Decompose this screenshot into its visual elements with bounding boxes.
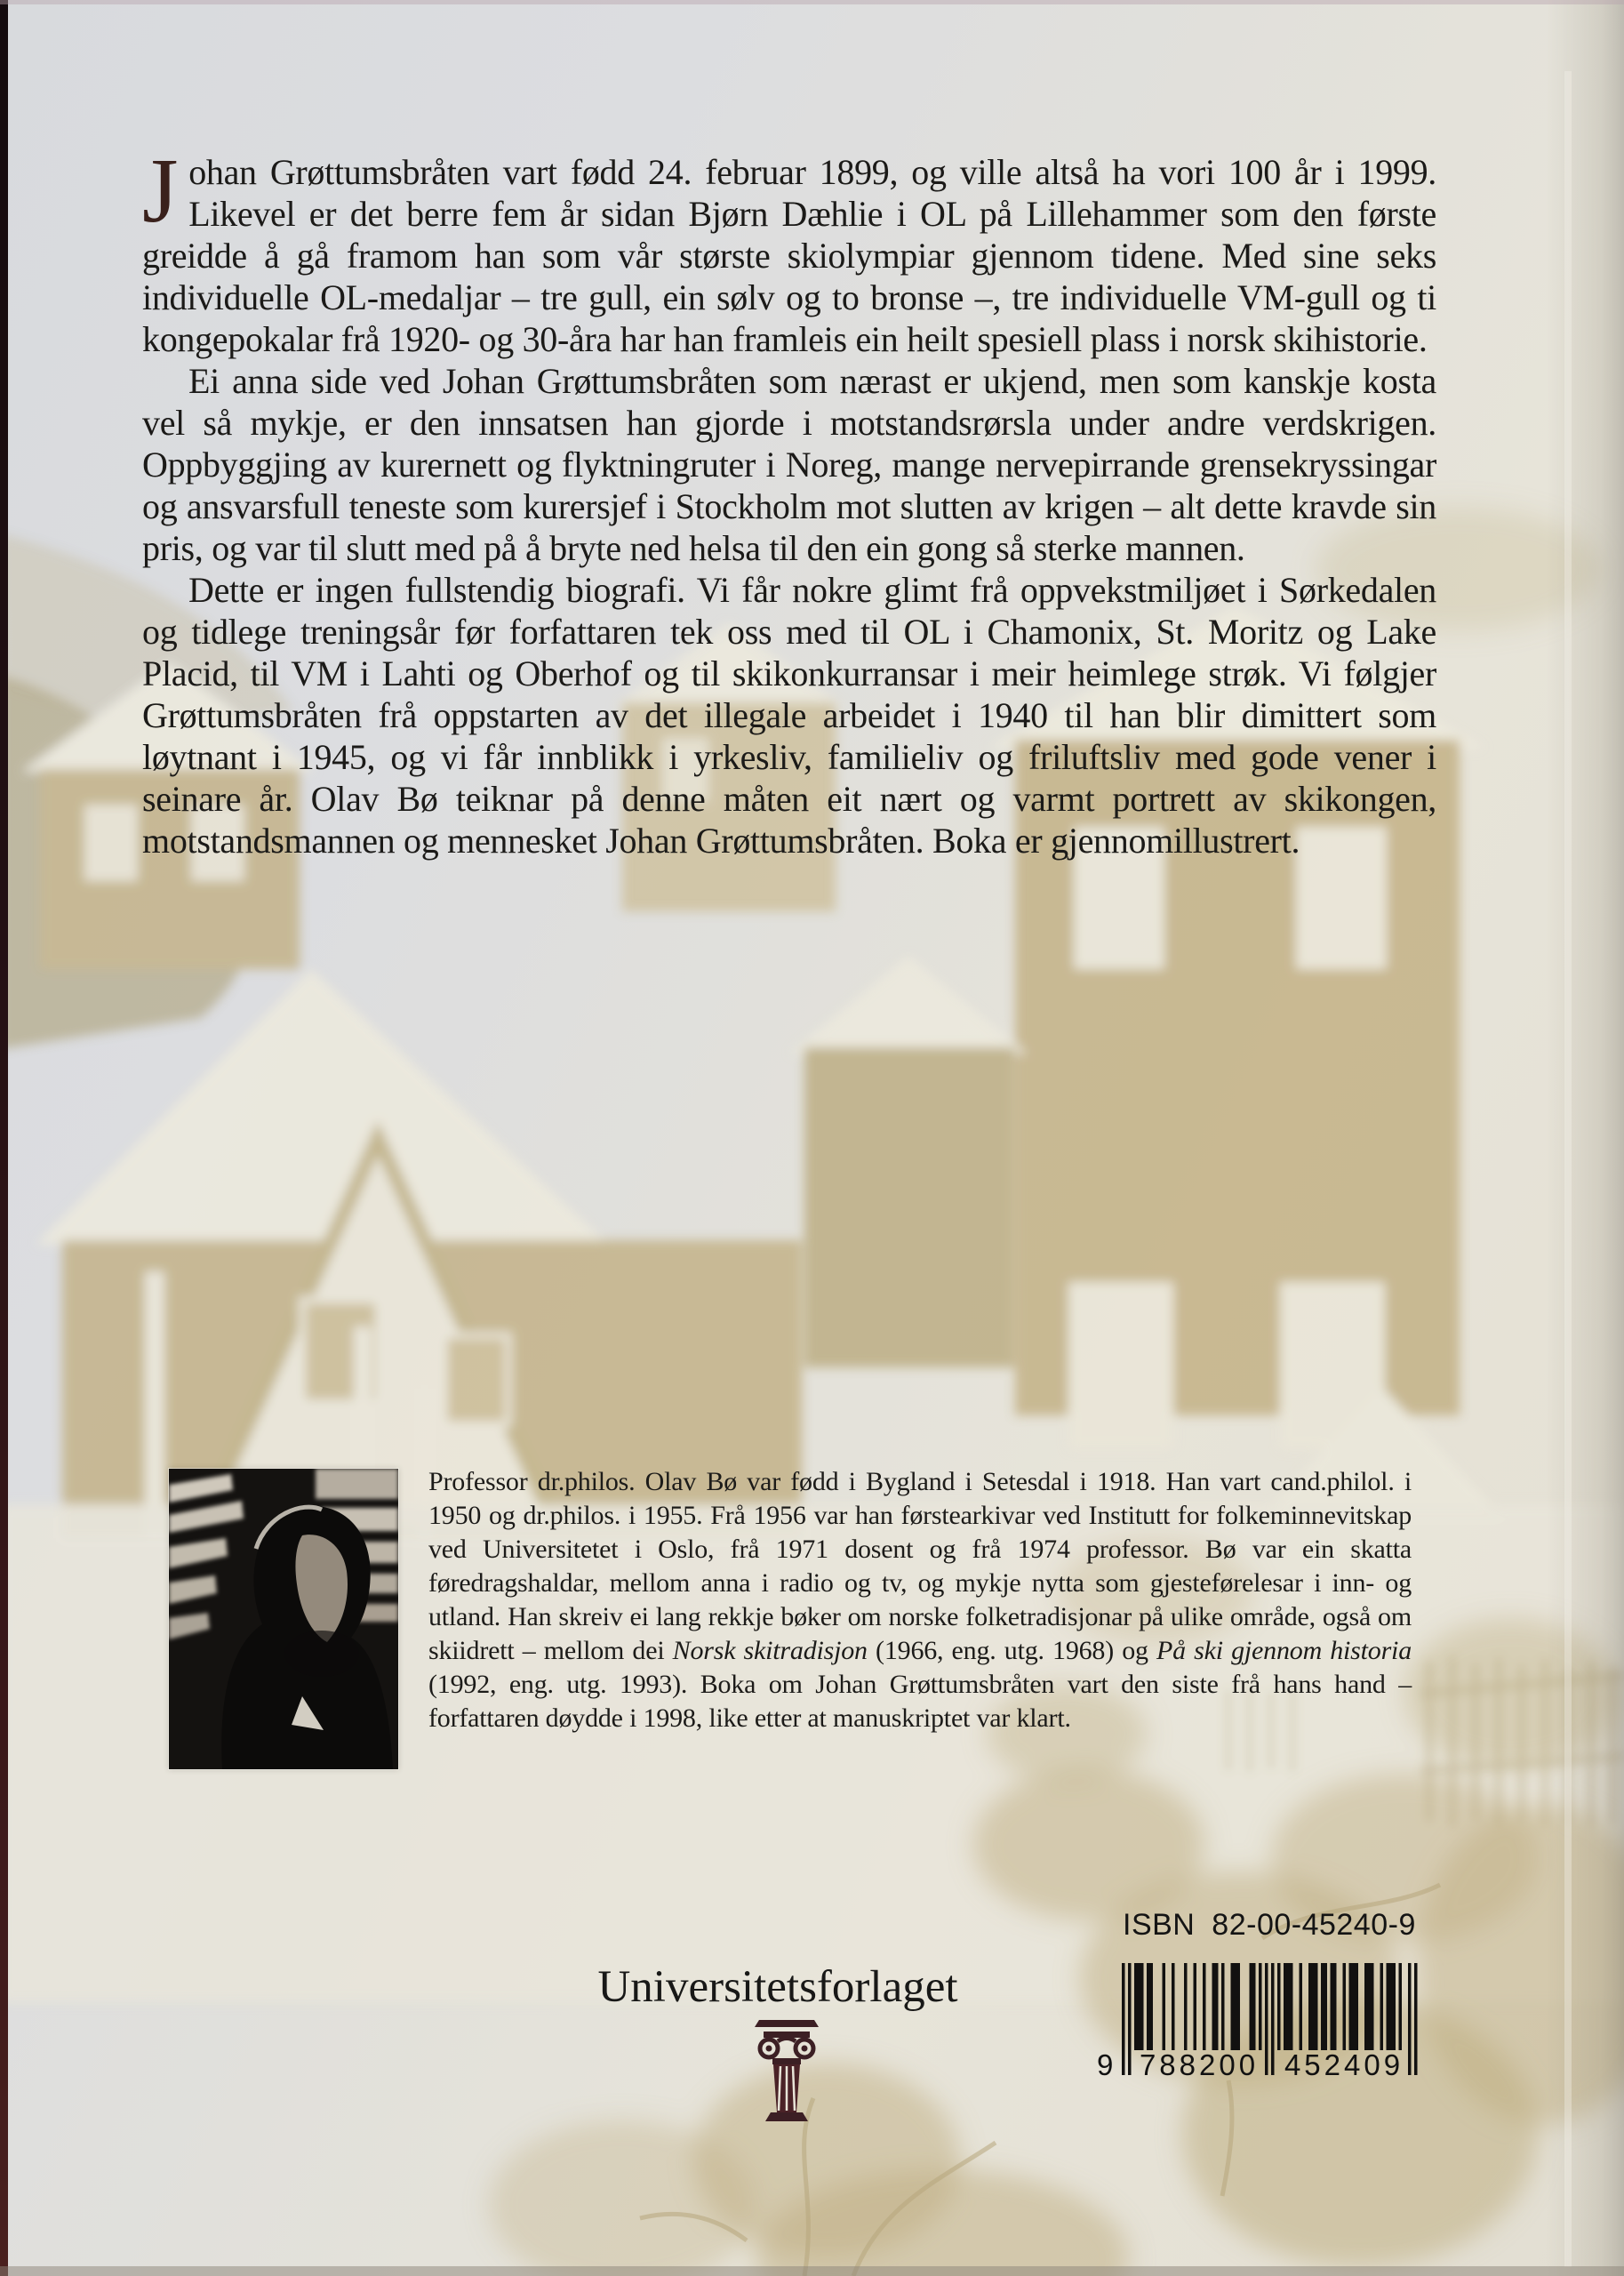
bottom-edge: [0, 2266, 1624, 2276]
book-description: [142, 140, 1436, 862]
column-icon: [751, 2018, 822, 2123]
top-edge: [0, 0, 1624, 4]
author-photo: [169, 1469, 398, 1769]
barcode: [1097, 1963, 1418, 2088]
bio-segment: Professor dr.philos. Olav Bø var fødd i Bygland i Setesdal i 1918. Han vart cand.philol. i 1950 og dr.philos. i 1955. Frå 1956 var han førstearkivar ved Institutt for folkeminnevitskap ved Universitetet i Oslo, frå 1971 dosent og frå 1974 professor. Bø var ein skatta føredragshaldar, mellom anna i radio og tv, og mykje nytta som gjesteførelesar i inn- og utland. Han skreiv ei lang rekkje bøker om norske folketradisjonar på ulike område, også om skiidrett – mellom dei: [428, 1467, 1412, 1665]
bio-segment: Norsk skitradisjon: [672, 1636, 868, 1665]
description-paragraph-1: [142, 140, 1436, 360]
bio-segment: (1992, eng. utg. 1993). Boka om Johan Grøttumsbråten vart den siste frå hans hand – forfattaren døydde i 1998, like etter at manuskriptet var klart.: [428, 1670, 1412, 1733]
description-paragraph-2: Ei anna side ved Johan Grøttumsbråten som nærast er ukjend, men som kanskje kosta vel så mykje, er den innsatsen han gjorde i motstandsrørsla under andre verdskrigen. Oppbyggjing av kurernett og flyktningruter i Noreg, mange nervepirrande grensekryssingar og ansvarsfull teneste som kurersjef i Stockholm mot slutten av krigen – alt dette kravde sin pris, og var til slutt med på å bryte ned helsa til den ein gong så sterke mannen.: [142, 361, 1436, 568]
publisher-name: Universitetsforlaget: [597, 1962, 958, 2012]
spine-edge: [0, 0, 8, 2276]
drop-cap: J: [142, 140, 179, 242]
barcode-digits-group-2: 452409: [1284, 2048, 1404, 2081]
bio-segment: (1966, eng. utg. 1968) og: [867, 1636, 1157, 1665]
author-bio: [428, 1465, 1412, 1735]
barcode-digits-group-1: 788200: [1139, 2048, 1260, 2081]
description-paragraph-3: Dette er ingen fullstendig biografi. Vi får nokre glimt frå oppvekstmiljøet i Sørkedalen og tidlege treningsår før forfattaren tek oss med til OL i Chamonix, St. Moritz og Lake Placid, til VM i Lahti og Oberhof og til skikonkurransar i meir heimlege strøk. Vi følgjer Grøttumsbråten frå oppstarten av det illegale arbeidet i 1940 til han blir dimittert som løytnant i 1945, og vi får innblikk i yrkesliv, familieliv og friluftsliv med gode vener i seinare år. Olav Bø teiknar på denne måten eit nært og varmt portrett av skikongen, motstandsmannen og mennesket Johan Grøttumsbråten. Boka er gjennomillustrert.: [142, 570, 1436, 861]
isbn-label: ISBN 82-00-45240-9: [1123, 1908, 1416, 1942]
bio-segment: På ski gjennom historia: [1156, 1636, 1412, 1665]
barcode-digit-left: 9: [1097, 2048, 1114, 2081]
paragraph-text: ohan Grøttumsbråten vart fødd 24. februar 1899, og ville altså ha vori 100 år i 1999. Likevel er det berre fem år sidan Bjørn Dæhlie i OL på Lillehammer som den første greidde å gå framom han som vår største skiolympiar gjennom tidene. Med sine seks individuelle OL-medaljar – tre gull, ein sølv og to bronse –, tre individuelle VM-gull og ti kongepokalar frå 1920- og 30-åra har han framleis ein heilt spesiell plass i norsk skihistorie.: [142, 152, 1436, 359]
